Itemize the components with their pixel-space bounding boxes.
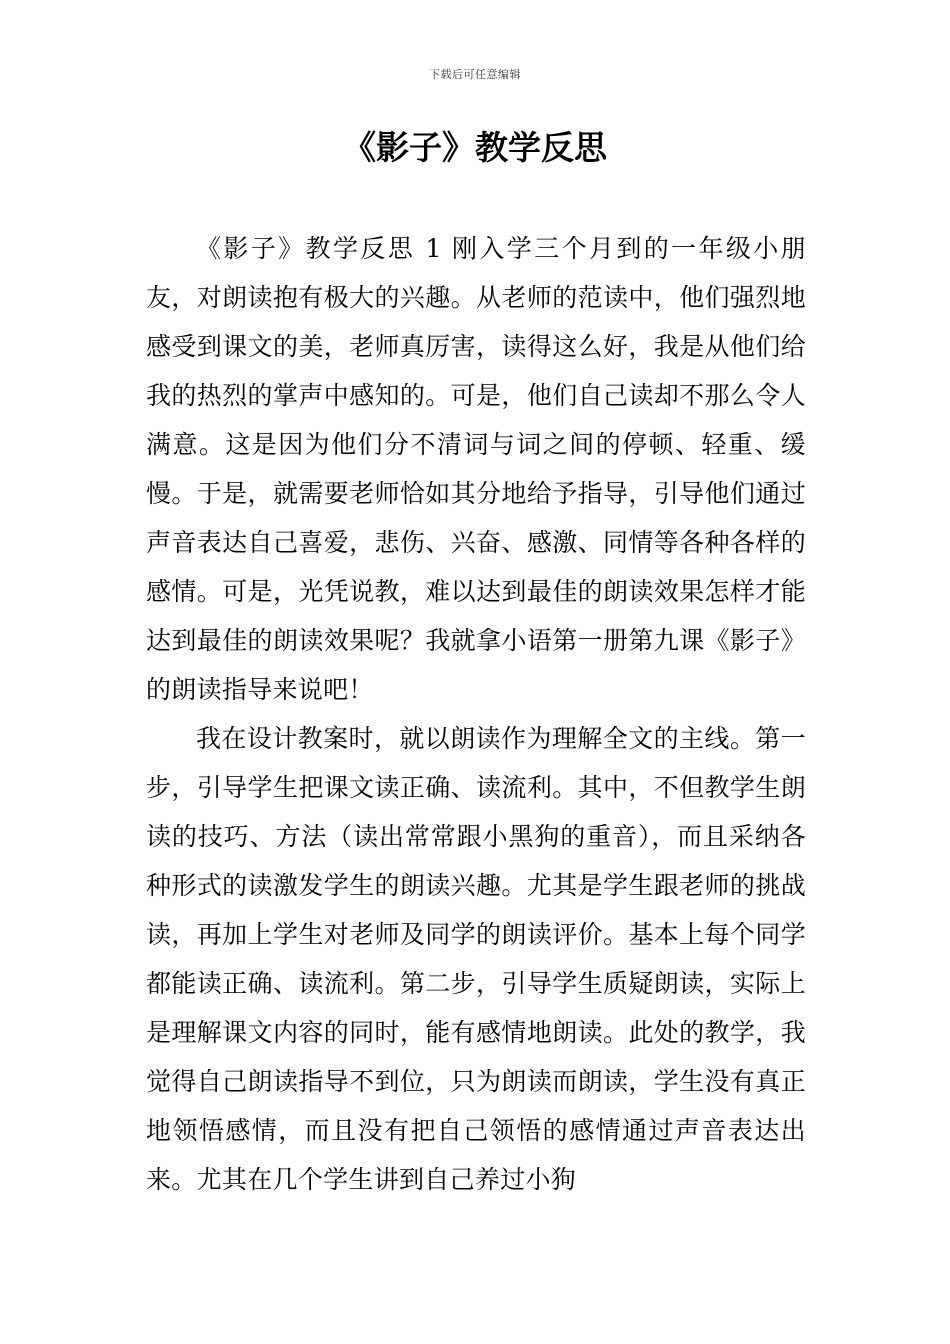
header-note: 下载后可任意编辑 [429,68,521,81]
document-body [146,224,806,1204]
paragraph-1: 《影子》教学反思 1 刚入学三个月到的一年级小朋友，对朗读抱有极大的兴趣。从老师的范读中，他们强烈地感受到课文的美，老师真厉害，读得这么好，我是从他们给我的热烈的掌声中感知的。可是，他们自己读却不那么令人满意。这是因为他们分不清词与词之间的停顿、轻重、缓慢。于是，就需要老师恰如其分地给予指导，引导他们通过声音表达自己喜爱，悲伤、兴奋、感激、同情等各种各样的感情。可是，光凭说教，难以达到最佳的朗读效果怎样才能达到最佳的朗读效果呢？我就拿小语第一册第九课《影子》的朗读指导来说吧！ [146,234,806,704]
paragraph-2: 我在设计教案时，就以朗读作为理解全文的主线。第一步，引导学生把课文读正确、读流利。其中，不但教学生朗读的技巧、方法（读出常常跟小黑狗的重音），而且采纳各种形式的读激发学生的朗读兴趣。尤其是学生跟老师的挑战读，再加上学生对老师及同学的朗读评价。基本上每个同学都能读正确、读流利。第二步，引导学生质疑朗读，实际上是理解课文内容的同时，能有感情地朗读。此处的教学，我觉得自己朗读指导不到位，只为朗读而朗读，学生没有真正地领悟感情，而且没有把自己领悟的感情通过声音表达出来。尤其在几个学生讲到自己养过小狗 [146,724,806,1194]
page-title: 《影子》教学反思 [343,128,607,167]
